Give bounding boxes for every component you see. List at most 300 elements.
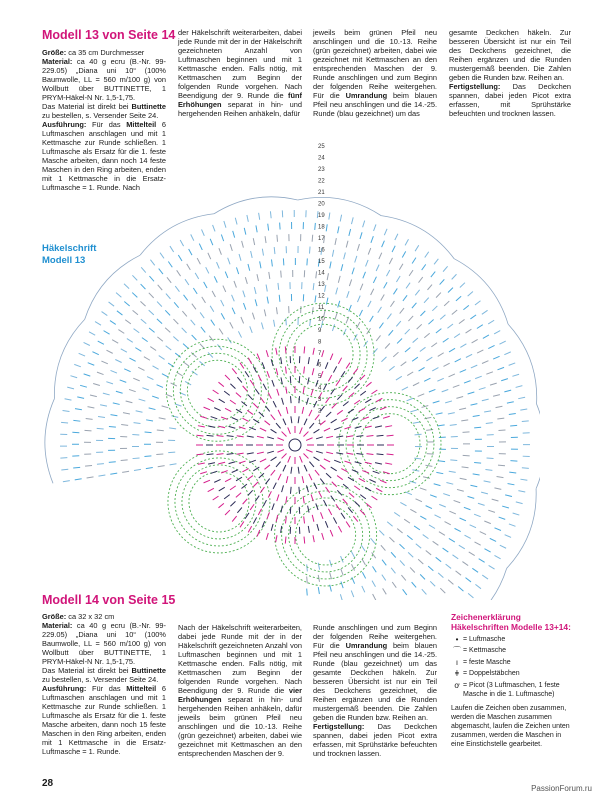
stitch-mark bbox=[270, 211, 271, 218]
stitch-mark bbox=[504, 390, 511, 392]
stitch-mark bbox=[135, 348, 141, 352]
stitch-mark bbox=[281, 357, 282, 364]
stitch-mark bbox=[140, 301, 145, 306]
model-13-column-4: gesamte Deckchen häkeln. Zur besseren Übersicht ist nur ein Teil des Deckchens gezeichnet, die Reihen ergänzen und die Runden mustergemäß beenden. Die Zahlen geben die Runden bzw. Reihen an. Fertigstellung: Das Deckchen spannen, dabei jeden Picot extra erfassen, mit Sprühstärke befeuchten und trocknen lassen. bbox=[449, 28, 571, 118]
stitch-mark bbox=[198, 463, 205, 464]
stitch-mark bbox=[170, 464, 177, 465]
stitch-mark bbox=[389, 366, 394, 370]
stitch-mark bbox=[299, 396, 300, 403]
stitch-mark bbox=[307, 576, 308, 583]
stitch-mark bbox=[378, 307, 382, 313]
stitch-mark bbox=[390, 301, 394, 307]
stitch-mark bbox=[309, 462, 314, 467]
stitch-mark bbox=[221, 300, 224, 306]
stitch-mark bbox=[340, 215, 341, 222]
stitch-mark bbox=[355, 426, 362, 428]
stitch-mark bbox=[313, 283, 314, 290]
stitch-mark bbox=[109, 302, 115, 306]
stitch-mark bbox=[468, 496, 475, 498]
stitch-mark bbox=[290, 396, 291, 403]
stitch-mark bbox=[303, 432, 308, 437]
stitch-mark bbox=[240, 363, 244, 369]
stitch-mark bbox=[276, 462, 281, 467]
stitch-mark bbox=[251, 251, 253, 258]
stitch-mark bbox=[150, 347, 156, 351]
stitch-mark bbox=[422, 264, 426, 270]
stitch-mark bbox=[217, 262, 220, 268]
stitch-mark bbox=[520, 479, 527, 480]
stitch-mark bbox=[133, 378, 139, 381]
stitch-mark bbox=[85, 465, 92, 466]
stitch-mark bbox=[414, 458, 421, 459]
stitch-mark bbox=[152, 396, 159, 398]
stitch-mark bbox=[298, 467, 299, 474]
stitch-mark bbox=[202, 229, 205, 235]
stitch-mark bbox=[113, 403, 120, 405]
stitch-mark bbox=[286, 407, 288, 414]
stitch-mark bbox=[232, 516, 236, 521]
stitch-mark bbox=[304, 537, 305, 544]
stitch-mark bbox=[522, 421, 529, 422]
stitch-mark bbox=[116, 293, 121, 298]
stitch-mark bbox=[383, 588, 387, 594]
stitch-mark bbox=[454, 500, 461, 502]
stitch-mark bbox=[460, 518, 466, 521]
stitch-mark bbox=[347, 291, 349, 298]
stitch-mark bbox=[413, 422, 420, 423]
stitch-mark bbox=[332, 324, 334, 331]
stitch-mark bbox=[405, 348, 410, 353]
stitch-mark bbox=[315, 223, 316, 230]
stitch-mark bbox=[456, 571, 462, 575]
center-ring bbox=[289, 439, 301, 451]
stitch-mark bbox=[397, 529, 402, 533]
outer-border-rounds bbox=[45, 197, 540, 600]
stitch-mark bbox=[355, 256, 357, 263]
stitch-mark bbox=[199, 244, 202, 250]
stitch-mark bbox=[337, 410, 343, 414]
stitch-mark bbox=[147, 377, 153, 380]
stitch-mark bbox=[267, 437, 274, 439]
stitch-mark bbox=[73, 467, 80, 468]
stitch-mark bbox=[332, 250, 333, 257]
stitch-mark bbox=[196, 454, 203, 455]
stitch-mark bbox=[245, 277, 247, 284]
stitch-mark bbox=[291, 467, 292, 474]
stitch-mark bbox=[334, 427, 341, 430]
stitch-mark bbox=[197, 258, 200, 264]
stitch-mark bbox=[282, 398, 284, 405]
stitch-mark bbox=[375, 463, 382, 465]
stitch-mark bbox=[184, 295, 188, 301]
stitch-mark bbox=[464, 381, 471, 383]
stitch-mark bbox=[408, 316, 413, 321]
stitch-mark bbox=[167, 277, 171, 283]
stitch-mark bbox=[110, 473, 117, 474]
round-number: 11 bbox=[318, 305, 325, 311]
stitch-mark bbox=[268, 224, 269, 231]
stitch-mark bbox=[213, 496, 219, 500]
stitch-mark bbox=[460, 478, 467, 479]
stitch-mark bbox=[288, 456, 291, 462]
stitch-mark bbox=[330, 262, 331, 269]
stitch-mark bbox=[230, 400, 236, 404]
stitch-mark bbox=[333, 366, 336, 372]
green-row bbox=[293, 324, 353, 384]
stitch-mark bbox=[448, 288, 453, 293]
stitch-mark bbox=[133, 458, 140, 459]
round-number: 25 bbox=[318, 144, 325, 150]
stitch-mark bbox=[509, 524, 516, 526]
stitch-mark bbox=[263, 384, 266, 390]
stitch-mark bbox=[237, 377, 242, 382]
stitch-mark bbox=[204, 480, 210, 483]
stitch-mark bbox=[341, 581, 343, 588]
round-number: 18 bbox=[318, 224, 325, 231]
stitch-mark bbox=[158, 466, 165, 467]
stitch-mark bbox=[217, 435, 224, 436]
stitch-mark bbox=[308, 506, 309, 513]
stitch-mark bbox=[373, 471, 380, 473]
stitch-mark bbox=[88, 363, 95, 366]
stitch-mark bbox=[121, 425, 128, 426]
stitch-mark bbox=[149, 328, 154, 332]
stitch-mark bbox=[377, 435, 384, 436]
stitch-mark bbox=[373, 594, 376, 600]
stitch-mark bbox=[315, 470, 319, 475]
stitch-mark bbox=[475, 376, 482, 378]
stitch-mark bbox=[349, 279, 351, 286]
stitch-mark bbox=[165, 310, 170, 315]
stitch-mark bbox=[253, 238, 254, 245]
stitch-mark bbox=[327, 273, 328, 280]
stitch-mark bbox=[320, 479, 324, 485]
stitch-mark bbox=[502, 506, 509, 508]
stitch-mark bbox=[132, 275, 137, 280]
stitch-mark bbox=[381, 294, 385, 300]
stitch-mark bbox=[63, 481, 70, 482]
stitch-mark bbox=[326, 452, 333, 454]
stitch-mark bbox=[286, 318, 287, 325]
stitch-mark bbox=[377, 454, 384, 455]
stitch-mark bbox=[486, 372, 493, 374]
stitch-mark bbox=[157, 319, 162, 324]
stitch-mark bbox=[409, 270, 413, 276]
scallop-arc bbox=[381, 216, 454, 259]
stitch-mark bbox=[209, 336, 213, 342]
stitch-mark bbox=[432, 306, 437, 311]
stitch-mark bbox=[338, 226, 339, 233]
stitch-mark bbox=[309, 423, 314, 428]
stitch-mark bbox=[484, 521, 490, 524]
stitch-mark bbox=[471, 404, 478, 406]
stitch-mark bbox=[283, 419, 286, 425]
stitch-mark bbox=[437, 378, 443, 381]
stitch-mark bbox=[80, 385, 87, 387]
stitch-mark bbox=[255, 299, 257, 306]
stitch-mark bbox=[308, 526, 309, 533]
stitch-mark bbox=[400, 560, 405, 565]
stitch-mark bbox=[219, 248, 222, 255]
stitch-mark bbox=[134, 329, 140, 333]
stitch-mark bbox=[304, 419, 307, 425]
stitch-mark bbox=[353, 516, 357, 521]
stitch-mark bbox=[97, 372, 104, 374]
stitch-mark bbox=[504, 352, 510, 355]
stitch-mark bbox=[182, 328, 187, 333]
stitch-mark bbox=[494, 555, 500, 558]
stitch-mark bbox=[399, 264, 403, 270]
stitch-mark bbox=[449, 374, 455, 377]
round-number: 13 bbox=[318, 282, 325, 288]
stitch-mark bbox=[120, 380, 127, 382]
stitch-mark bbox=[255, 389, 259, 395]
stitch-mark bbox=[420, 516, 426, 519]
round-number: 1 bbox=[318, 420, 322, 426]
stitch-mark bbox=[229, 426, 236, 428]
stitch-mark bbox=[243, 303, 245, 310]
stitch-mark bbox=[134, 423, 141, 424]
stitch-mark bbox=[278, 410, 281, 416]
scallop-arc bbox=[507, 489, 536, 569]
stitch-mark bbox=[346, 363, 350, 369]
stitch-mark bbox=[479, 388, 486, 390]
stitch-mark bbox=[217, 454, 224, 455]
round-numbers bbox=[318, 144, 325, 426]
stitch-mark bbox=[436, 557, 441, 561]
stitch-mark bbox=[343, 329, 346, 335]
stitch-mark bbox=[415, 290, 419, 295]
stitch-mark bbox=[341, 513, 345, 519]
stitch-mark bbox=[272, 503, 274, 510]
stitch-mark bbox=[386, 270, 389, 276]
stitch-mark bbox=[376, 488, 382, 491]
stitch-mark bbox=[348, 507, 353, 512]
stitch-mark bbox=[463, 305, 468, 309]
stitch-mark bbox=[224, 495, 230, 499]
stitch-mark bbox=[198, 426, 205, 427]
legend-subtitle: Häkelschriften Modelle 13+14: bbox=[451, 622, 571, 632]
stitch-mark bbox=[146, 420, 153, 421]
stitch-mark bbox=[389, 330, 394, 335]
stitch-mark bbox=[366, 454, 373, 455]
stitch-mark bbox=[102, 312, 108, 316]
stitch-mark bbox=[433, 401, 440, 403]
stitch-mark bbox=[165, 328, 170, 333]
stitch-mark bbox=[236, 493, 241, 498]
stitch-mark bbox=[253, 403, 258, 408]
stitch-mark bbox=[331, 467, 337, 471]
stitch-mark bbox=[282, 432, 287, 437]
stitch-mark bbox=[324, 459, 330, 462]
stitch-mark bbox=[243, 386, 248, 391]
stitch-mark bbox=[505, 495, 512, 497]
stitch-mark bbox=[241, 317, 244, 323]
stitch-mark bbox=[403, 295, 407, 301]
stitch-mark bbox=[146, 468, 153, 469]
stitch-mark bbox=[308, 377, 309, 384]
stitch-mark bbox=[387, 522, 392, 526]
stitch-mark bbox=[309, 410, 312, 416]
stitch-mark bbox=[418, 277, 422, 283]
stitch-mark bbox=[286, 496, 287, 503]
stitch-mark bbox=[248, 395, 253, 400]
stitch-mark bbox=[426, 357, 432, 361]
stitch-mark bbox=[267, 297, 268, 304]
stitch-mark bbox=[470, 525, 476, 528]
stitch-mark bbox=[236, 267, 238, 274]
stitch-mark bbox=[497, 367, 504, 369]
round-number: 3 bbox=[318, 397, 322, 403]
stitch-mark bbox=[103, 393, 110, 395]
stitch-mark bbox=[425, 252, 429, 258]
round-number: 17 bbox=[318, 236, 325, 242]
stitch-mark bbox=[183, 344, 188, 349]
stitch-mark bbox=[413, 383, 419, 386]
stitch-mark bbox=[236, 393, 241, 398]
stitch-mark bbox=[330, 572, 332, 579]
stitch-mark bbox=[132, 293, 137, 298]
stitch-mark bbox=[242, 469, 248, 472]
round-number: 20 bbox=[318, 201, 325, 208]
stitch-mark bbox=[460, 344, 466, 348]
stitch-mark bbox=[314, 483, 317, 489]
stitch-mark bbox=[221, 417, 228, 419]
stitch-mark bbox=[92, 352, 98, 355]
stitch-mark bbox=[321, 512, 323, 519]
stitch-mark bbox=[98, 341, 104, 344]
stitch-mark bbox=[259, 412, 264, 417]
legend-note: Laufen die Zeichen oben zusammen, werden die Maschen zusammen abgemascht, laufen die Zeichen unten zusammen, werden die Maschen in eine Einstichstelle gearbeitet. bbox=[451, 704, 570, 748]
stitch-mark bbox=[374, 224, 376, 231]
stitch-mark bbox=[344, 252, 346, 259]
stitch-mark bbox=[376, 335, 380, 341]
green-row bbox=[286, 317, 360, 391]
stitch-mark bbox=[360, 510, 365, 515]
stitch-mark bbox=[413, 338, 418, 343]
stitch-mark bbox=[448, 413, 455, 414]
stitch-mark bbox=[473, 415, 480, 416]
legend-item: ǂ = Doppelstäbchen bbox=[451, 669, 576, 678]
stitch-mark bbox=[438, 461, 445, 462]
stitch-mark bbox=[450, 460, 457, 461]
model-13-column-1: Größe: ca 35 cm Durchmesser Material: ca 40 g ecru (B.-Nr. 99-229.05) „Diana uni 10“ (100% Baumwolle, LL = 560 m/100 g) von Wollbutt über BUTTINETTE, 1 PRYM-Häkel-N Nr. 1,5-1,75. Das Material ist direkt bei Buttinette zu bestellen, s. Versender Seite 24. Ausführung: Für das Mittelteil 6 Luftmaschen anschlagen und mit 1 Kettmasche zur Runde schließen. 1 Luftmasche als Ersatz für die 1. feste Masche arbeiten, dann noch 14 feste Maschen in den Ring arbeiten, enden mit 1 Kettmasche in die Ersatz-Luftmasche = 1. Runde. Nach bbox=[42, 48, 166, 192]
stitch-mark bbox=[436, 329, 441, 333]
stitch-mark bbox=[465, 578, 471, 582]
stitch-mark bbox=[237, 453, 244, 454]
stitch-mark bbox=[149, 408, 156, 410]
stitch-mark bbox=[262, 249, 263, 256]
stitch-mark bbox=[338, 358, 341, 364]
round-number: 10 bbox=[318, 316, 325, 323]
stitch-mark bbox=[121, 460, 128, 461]
stitch-mark bbox=[420, 488, 427, 490]
stitch-mark bbox=[420, 347, 426, 351]
stitch-mark bbox=[371, 390, 377, 394]
stitch-mark bbox=[361, 545, 365, 551]
stitch-mark bbox=[354, 486, 360, 490]
stitch-mark bbox=[314, 457, 320, 461]
stitch-mark bbox=[499, 517, 506, 519]
stitch-mark bbox=[337, 490, 342, 495]
stitch-mark bbox=[405, 239, 408, 245]
stitch-mark bbox=[193, 288, 197, 294]
stitch-mark bbox=[443, 266, 448, 271]
stitch-mark bbox=[110, 321, 116, 325]
stitch-mark bbox=[230, 244, 232, 251]
stitch-mark bbox=[418, 394, 425, 397]
stitch-mark bbox=[483, 335, 489, 338]
stitch-mark bbox=[260, 459, 266, 462]
stitch-mark bbox=[460, 283, 465, 288]
stitch-mark bbox=[134, 469, 141, 470]
stitch-mark bbox=[213, 225, 215, 232]
stitch-mark bbox=[208, 488, 214, 491]
green-row bbox=[187, 360, 247, 420]
stitch-mark bbox=[417, 324, 422, 329]
stitch-mark bbox=[75, 479, 82, 480]
stitch-mark bbox=[324, 384, 327, 390]
stitch-mark bbox=[300, 427, 303, 433]
stitch-mark bbox=[498, 465, 505, 466]
stitch-mark bbox=[252, 313, 254, 320]
stitch-mark bbox=[412, 582, 417, 587]
stitch-mark bbox=[397, 339, 402, 344]
stitch-mark bbox=[407, 398, 414, 401]
stitch-mark bbox=[439, 532, 445, 536]
stitch-mark bbox=[366, 260, 369, 267]
stitch-mark bbox=[260, 428, 266, 431]
stitch-mark bbox=[253, 517, 256, 523]
stitch-mark bbox=[221, 235, 223, 242]
green-row bbox=[279, 310, 367, 398]
stitch-mark bbox=[243, 499, 248, 504]
stitch-mark bbox=[333, 517, 336, 523]
stitch-mark bbox=[404, 519, 410, 523]
stitch-mark bbox=[273, 401, 276, 407]
stitch-mark bbox=[257, 452, 264, 454]
stitch-mark bbox=[365, 462, 372, 464]
stitch-mark bbox=[125, 320, 131, 324]
stitch-mark bbox=[341, 569, 343, 576]
stitch-mark bbox=[371, 496, 377, 500]
stitch-mark bbox=[381, 357, 386, 362]
stitch-mark bbox=[389, 258, 392, 264]
stitch-mark bbox=[247, 436, 254, 437]
stitch-mark bbox=[123, 413, 130, 414]
stitch-mark bbox=[319, 491, 322, 497]
stitch-mark bbox=[432, 368, 438, 371]
stitch-mark bbox=[180, 240, 183, 246]
stitch-mark bbox=[513, 513, 520, 515]
stitch-mark bbox=[273, 483, 276, 489]
stitch-mark bbox=[218, 382, 223, 386]
round-number: 19 bbox=[318, 213, 325, 219]
stitch-mark bbox=[244, 228, 246, 235]
stitch-mark bbox=[127, 339, 133, 343]
stitch-mark bbox=[86, 418, 93, 419]
stitch-mark bbox=[306, 398, 308, 405]
stitch-mark bbox=[477, 350, 483, 353]
stitch-mark bbox=[396, 376, 402, 380]
stitch-mark bbox=[334, 460, 341, 463]
stitch-mark bbox=[357, 322, 360, 328]
stitch-mark bbox=[173, 337, 178, 342]
stitch-mark bbox=[468, 392, 475, 394]
stitch-mark bbox=[472, 339, 478, 343]
stitch-mark bbox=[239, 254, 241, 261]
stitch-mark bbox=[162, 406, 169, 408]
